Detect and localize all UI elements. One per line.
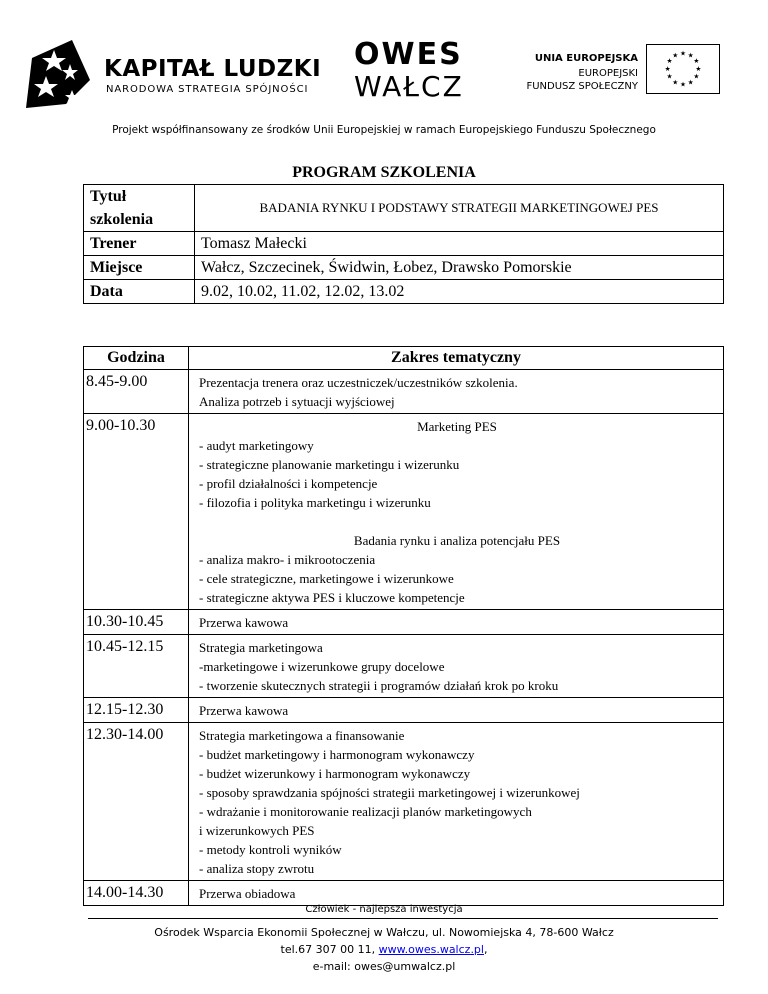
project-note: Projekt współfinansowany ze środków Unii Europejskiej w ramach Europejskiego Funduszu Społecznego — [112, 124, 656, 136]
topic-line: - metody kontroli wyników — [199, 842, 342, 857]
footer-comma: , — [483, 943, 488, 956]
topic-line: - profil działalności i kompetencje — [199, 476, 378, 491]
schedule-topic — [189, 635, 724, 698]
topic-line: Strategia marketingowa — [199, 640, 323, 655]
topic-heading: Marketing PES — [417, 419, 497, 434]
kapital-ludzki-subtitle: NARODOWA STRATEGIA SPÓJNOŚCI — [106, 84, 309, 95]
svg-text:★: ★ — [672, 51, 679, 60]
info-row-title — [84, 185, 724, 232]
table-row — [84, 610, 724, 635]
owes-logo-line1: OWES — [354, 37, 463, 72]
topic-line: - budżet wizerunkowy i harmonogram wykonawczy — [199, 766, 471, 781]
svg-text:★: ★ — [693, 57, 700, 66]
topic-line: Prezentacja trenera oraz uczestniczek/uczestników szkolenia. — [199, 375, 518, 390]
topic-line: Przerwa kawowa — [199, 703, 289, 718]
owes-logo-line2: WAŁCZ — [354, 70, 464, 103]
info-label-trainer: Trener — [84, 232, 195, 256]
svg-text:★: ★ — [695, 64, 702, 73]
footer-phone: tel.67 307 00 11, — [280, 943, 379, 956]
eu-flag-icon — [646, 44, 720, 94]
info-value-trainer: Tomasz Małecki — [195, 232, 724, 256]
svg-text:★: ★ — [666, 72, 673, 81]
topic-line: - cele strategiczne, marketingowe i wizerunkowe — [199, 571, 454, 586]
topic-line: -marketingowe i wizerunkowe grupy docelowe — [199, 659, 445, 674]
svg-text:★: ★ — [693, 72, 700, 81]
logo-bar — [0, 0, 768, 120]
schedule-time: 8.45-9.00 — [84, 370, 189, 414]
svg-text:★: ★ — [664, 64, 671, 73]
table-row — [84, 414, 724, 610]
training-info-table — [83, 184, 724, 304]
svg-text:★: ★ — [666, 57, 673, 66]
info-row-place — [84, 256, 724, 280]
info-value-place: Wałcz, Szczecinek, Świdwin, Łobez, Drawsko Pomorskie — [195, 256, 724, 280]
table-row — [84, 723, 724, 881]
info-label-title — [84, 185, 195, 232]
svg-text:★: ★ — [687, 51, 694, 60]
topic-line: i wizerunkowych PES — [199, 823, 315, 838]
topic-line: - audyt marketingowy — [199, 438, 314, 453]
info-value-date: 9.02, 10.02, 11.02, 12.02, 13.02 — [195, 280, 724, 304]
svg-text:★: ★ — [679, 49, 687, 58]
topic-line: - strategiczne planowanie marketingu i wizerunku — [199, 457, 460, 472]
schedule-table — [83, 346, 724, 906]
info-label-place: Miejsce — [84, 256, 195, 280]
schedule-topic — [189, 610, 724, 635]
info-row-date — [84, 280, 724, 304]
footer-address: Ośrodek Wsparcia Ekonomii Społecznej w Wałczu, ul. Nowomiejska 4, 78-600 Wałcz — [154, 926, 614, 939]
info-label-title-line1: Tytuł — [90, 188, 127, 205]
info-value-title: BADANIA RYNKU I PODSTAWY STRATEGII MARKETINGOWEJ PES — [195, 185, 724, 232]
schedule-time: 14.00-14.30 — [84, 881, 189, 906]
topic-line: Analiza potrzeb i sytuacji wyjściowej — [199, 394, 395, 409]
topic-line: - sposoby sprawdzania spójności strategii marketingowej i wizerunkowej — [199, 785, 580, 800]
topic-line: - analiza stopy zwrotu — [199, 861, 315, 876]
info-row-trainer — [84, 232, 724, 256]
table-row — [84, 698, 724, 723]
schedule-time: 9.00-10.30 — [84, 414, 189, 610]
kapital-ludzki-logo-icon — [26, 40, 90, 108]
topic-line: Strategia marketingowa a finansowanie — [199, 728, 405, 743]
topic-line: - filozofia i polityka marketingu i wizerunku — [199, 495, 431, 510]
schedule-header-topic: Zakres tematyczny — [189, 347, 724, 370]
kapital-ludzki-title: KAPITAŁ LUDZKI — [104, 56, 322, 82]
topic-line: Przerwa kawowa — [199, 615, 289, 630]
svg-text:★: ★ — [672, 78, 679, 87]
page-title: PROGRAM SZKOLENIA — [292, 164, 476, 181]
ue-label-1: UNIA EUROPEJSKA — [534, 53, 638, 64]
schedule-topic — [189, 698, 724, 723]
footer-email: e-mail: owes@umwalcz.pl — [312, 960, 456, 973]
schedule-topic — [189, 881, 724, 906]
topic-line: - budżet marketingowy i harmonogram wykonawczy — [199, 747, 475, 762]
topic-heading: Badania rynku i analiza potencjału PES — [353, 533, 561, 548]
svg-text:★: ★ — [687, 78, 694, 87]
info-label-date: Data — [84, 280, 195, 304]
info-label-title-line2: szkolenia — [90, 211, 154, 228]
footer-slogan: Człowiek - najlepsza inwestycja — [305, 904, 463, 915]
schedule-time: 10.45-12.15 — [84, 635, 189, 698]
schedule-time: 12.30-14.00 — [84, 723, 189, 881]
schedule-header-time: Godzina — [84, 347, 189, 370]
footer-phone-line — [0, 941, 768, 958]
footer-website-link[interactable]: www.owes.walcz.pl — [378, 943, 484, 956]
topic-line: - tworzenie skutecznych strategii i programów działań krok po kroku — [199, 678, 559, 693]
schedule-header-row — [84, 347, 724, 370]
spacer — [199, 512, 715, 531]
footer-contact — [0, 924, 768, 975]
table-row — [84, 370, 724, 414]
topic-line: - wdrażanie i monitorowanie realizacji planów marketingowych — [199, 804, 532, 819]
schedule-topic — [189, 414, 724, 610]
footer-divider — [88, 918, 718, 919]
schedule-time: 10.30-10.45 — [84, 610, 189, 635]
schedule-time: 12.15-12.30 — [84, 698, 189, 723]
topic-line: Przerwa obiadowa — [199, 886, 296, 901]
ue-label-2: EUROPEJSKI — [578, 68, 638, 79]
schedule-topic — [189, 370, 724, 414]
topic-line: - strategiczne aktywa PES i kluczowe kompetencje — [199, 590, 465, 605]
topic-line: - analiza makro- i mikrootoczenia — [199, 552, 376, 567]
svg-text:★: ★ — [679, 80, 687, 89]
table-row — [84, 635, 724, 698]
schedule-topic — [189, 723, 724, 881]
ue-label-3: FUNDUSZ SPOŁECZNY — [526, 81, 638, 92]
table-row — [84, 881, 724, 906]
